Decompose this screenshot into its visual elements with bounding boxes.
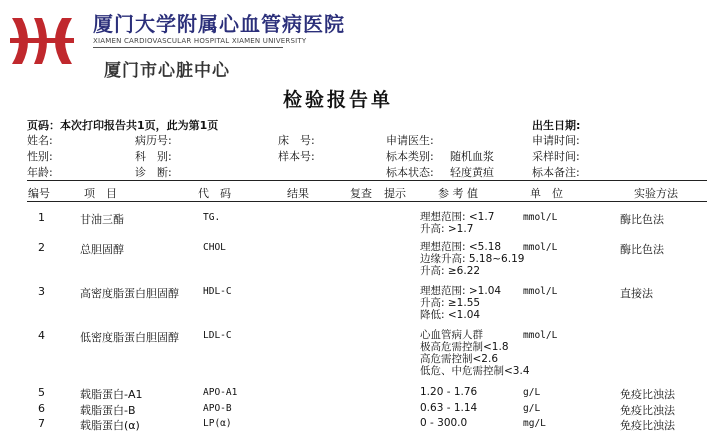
remark-label: 标本备注: bbox=[532, 166, 580, 179]
row-code: HDL-C bbox=[203, 286, 232, 297]
bed-label: 床 号: bbox=[278, 134, 315, 147]
hospital-name-cn: 厦门大学附属心血管病医院 bbox=[93, 12, 345, 36]
row-method: 酶比色法 bbox=[620, 243, 664, 256]
row-code: CHOL bbox=[203, 242, 226, 253]
sample-no-label: 样本号: bbox=[278, 150, 315, 163]
row-unit: mmol/L bbox=[523, 212, 558, 223]
report-title: 检验报告单 bbox=[283, 89, 394, 111]
row-no: 7 bbox=[38, 417, 45, 430]
row-method: 直接法 bbox=[620, 287, 653, 300]
row-no: 3 bbox=[38, 285, 45, 298]
col-unit: 单 位 bbox=[530, 187, 563, 200]
row-no: 4 bbox=[38, 329, 45, 342]
row-code: LP(α) bbox=[203, 418, 232, 429]
row-ref-line: 极高危需控制<1.8 bbox=[420, 341, 509, 353]
row-no: 1 bbox=[38, 211, 45, 224]
row-ref-line: 升高: ≥1.55 bbox=[420, 297, 481, 309]
row-ref-line: 理想范围: <1.7 bbox=[420, 211, 495, 223]
row-item: 高密度脂蛋白胆固醇 bbox=[80, 287, 179, 300]
sample-type-label: 标本类别: bbox=[386, 150, 434, 163]
row-method: 免疫比浊法 bbox=[620, 419, 675, 432]
record-no-label: 病历号: bbox=[135, 134, 172, 147]
row-ref-line: 高危需控制<2.6 bbox=[420, 353, 498, 365]
row-method: 免疫比浊法 bbox=[620, 404, 675, 417]
col-method: 实验方法 bbox=[634, 187, 678, 200]
col-review: 复查 bbox=[350, 187, 372, 200]
row-ref-line: 0 - 300.0 bbox=[420, 417, 468, 429]
row-unit: mmol/L bbox=[523, 242, 558, 253]
row-code: APO-B bbox=[203, 403, 232, 414]
row-ref-line: 升高: ≥6.22 bbox=[420, 265, 481, 277]
sample-type-value: 随机血浆 bbox=[450, 150, 494, 163]
row-item: 载脂蛋白-B bbox=[80, 404, 136, 417]
row-ref-line: 理想范围: <5.18 bbox=[420, 241, 502, 253]
row-code: LDL-C bbox=[203, 330, 232, 341]
col-result: 结果 bbox=[287, 187, 309, 200]
row-item: 载脂蛋白(α) bbox=[80, 419, 140, 432]
age-label: 年龄: bbox=[27, 166, 53, 179]
row-ref-line: 理想范围: >1.04 bbox=[420, 285, 502, 297]
row-unit: mmol/L bbox=[523, 330, 558, 341]
hospital-name-en: XIAMEN CARDIOVASCULAR HOSPITAL XIAMEN UNIVERSITY bbox=[93, 37, 307, 45]
row-ref-line: 边缘升高: 5.18~6.19 bbox=[420, 253, 525, 265]
row-unit: mmol/L bbox=[523, 286, 558, 297]
row-no: 5 bbox=[38, 386, 45, 399]
col-no: 编号 bbox=[28, 187, 50, 200]
col-item: 项 目 bbox=[84, 187, 117, 200]
header-divider bbox=[93, 47, 283, 48]
sex-label: 性别: bbox=[27, 150, 53, 163]
row-item: 甘油三酯 bbox=[80, 213, 124, 226]
row-code: APO-A1 bbox=[203, 387, 238, 398]
row-unit: g/L bbox=[523, 387, 541, 398]
diagnosis-label: 诊 断: bbox=[135, 166, 172, 179]
row-ref-line: 降低: <1.04 bbox=[420, 309, 481, 321]
birth-date-label: 出生日期: bbox=[532, 119, 581, 132]
col-ref: 参 考 值 bbox=[438, 187, 478, 200]
row-ref-line: 低危、中危需控制<3.4 bbox=[420, 365, 530, 377]
request-time-label: 申请时间: bbox=[532, 134, 580, 147]
col-hint: 提示 bbox=[384, 187, 406, 200]
row-method: 酶比色法 bbox=[620, 213, 664, 226]
col-code: 代 码 bbox=[198, 187, 231, 200]
sample-state-value: 轻度黄疸 bbox=[450, 166, 494, 179]
doctor-label: 申请医生: bbox=[386, 134, 434, 147]
dept-label: 科 别: bbox=[135, 150, 172, 163]
row-no: 6 bbox=[38, 402, 45, 415]
row-unit: g/L bbox=[523, 403, 541, 414]
row-item: 总胆固醇 bbox=[80, 243, 124, 256]
sample-state-label: 标本状态: bbox=[386, 166, 434, 179]
page-info: 页码：本次打印报告共1页，此为第1页 bbox=[27, 119, 219, 132]
row-item: 载脂蛋白-A1 bbox=[80, 388, 143, 401]
table-top-rule bbox=[27, 180, 707, 181]
row-code: TG. bbox=[203, 212, 221, 223]
row-no: 2 bbox=[38, 241, 45, 254]
row-ref-line: 心血管病人群 bbox=[420, 329, 483, 341]
row-method: 免疫比浊法 bbox=[620, 388, 675, 401]
row-unit: mg/L bbox=[523, 418, 546, 429]
patient-name-label: 姓名: bbox=[27, 134, 53, 147]
row-ref-line: 升高: >1.7 bbox=[420, 223, 474, 235]
collect-time-label: 采样时间: bbox=[532, 150, 580, 163]
row-ref-line: 0.63 - 1.14 bbox=[420, 402, 478, 414]
center-name: 厦门市心脏中心 bbox=[104, 61, 230, 81]
hospital-logo-icon bbox=[8, 14, 76, 68]
row-ref-line: 1.20 - 1.76 bbox=[420, 386, 478, 398]
table-header-rule bbox=[27, 201, 707, 202]
row-item: 低密度脂蛋白胆固醇 bbox=[80, 331, 179, 344]
